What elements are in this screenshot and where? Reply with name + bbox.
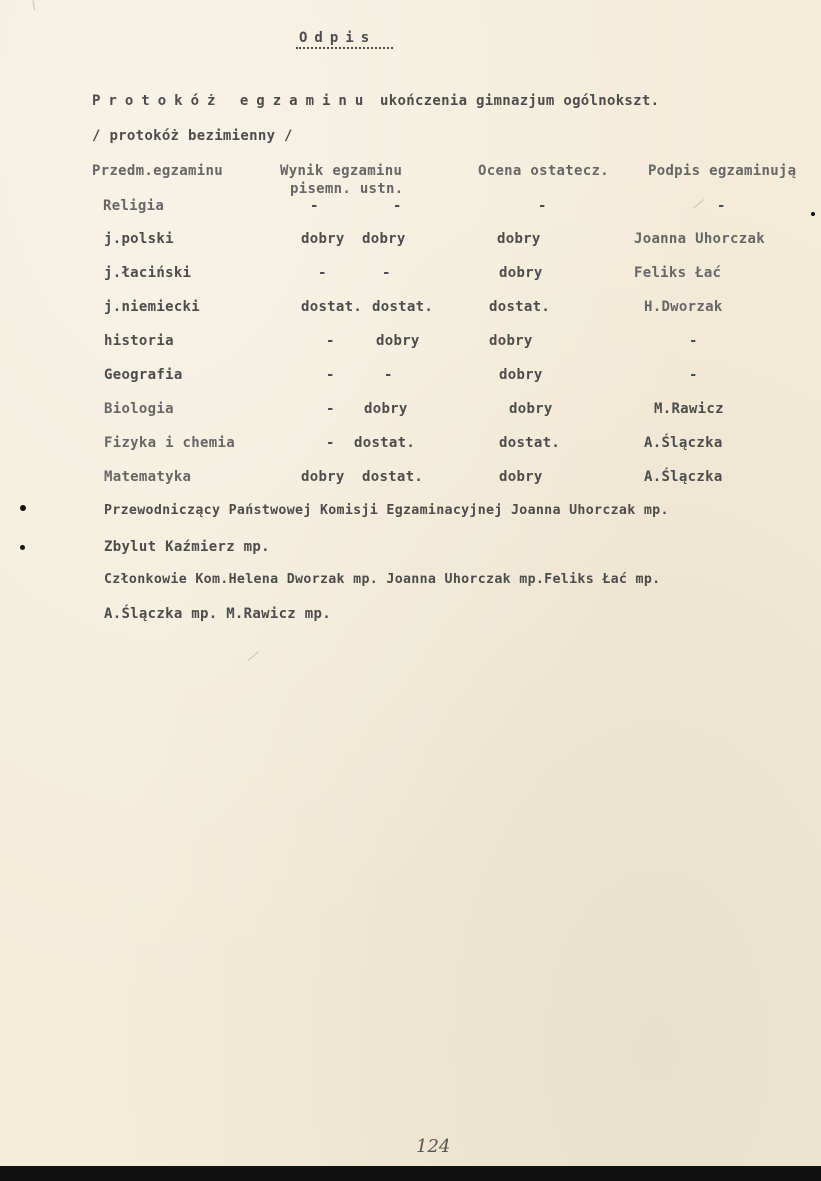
column-header-result-sub: pisemn. ustn. bbox=[290, 181, 404, 197]
paper-scratch bbox=[693, 199, 704, 209]
paper-scratch bbox=[248, 651, 259, 661]
row-oral: dobry bbox=[364, 401, 408, 417]
row-oral: dobry bbox=[376, 333, 420, 349]
ink-speck bbox=[811, 212, 815, 216]
heading-underline bbox=[296, 47, 393, 49]
row-written: dobry bbox=[301, 469, 345, 485]
row-oral: - bbox=[384, 367, 393, 383]
row-oral: dobry bbox=[362, 231, 406, 247]
row-examiner: - bbox=[689, 333, 698, 349]
document-title bbox=[92, 93, 659, 109]
paper-scratch bbox=[33, 0, 36, 10]
row-oral: dostat. bbox=[354, 435, 416, 451]
row-written: - bbox=[326, 367, 335, 383]
row-oral: dostat. bbox=[372, 299, 434, 315]
title-spaced: Protokóż egzaminu bbox=[92, 93, 372, 109]
row-written: - bbox=[326, 401, 335, 417]
row-examiner: M.Rawicz bbox=[654, 401, 724, 417]
members-line: Członkowie Kom.Helena Dworzak mp. Joanna Uhorczak mp.Feliks Łać mp. bbox=[104, 572, 661, 587]
row-oral: dostat. bbox=[362, 469, 424, 485]
row-oral: - bbox=[382, 265, 391, 281]
document-heading: Odpis bbox=[299, 30, 377, 46]
row-subject: j.polski bbox=[104, 231, 174, 247]
row-examiner: A.Ślączka bbox=[644, 469, 723, 485]
row-final: dobry bbox=[489, 333, 533, 349]
chairman-line-2: Zbylut Kaźmierz mp. bbox=[104, 539, 270, 555]
chairman-line: Przewodniczący Państwowej Komisji Egzaminacyjnej Joanna Uhorczak mp. bbox=[104, 503, 669, 518]
row-final: - bbox=[538, 198, 547, 214]
document-subtitle: / protokóż bezimienny / bbox=[92, 128, 293, 144]
column-header-signature: Podpis egzaminują bbox=[648, 163, 797, 179]
row-written: - bbox=[326, 333, 335, 349]
row-examiner: A.Ślączka bbox=[644, 435, 723, 451]
page-number: 124 bbox=[416, 1136, 451, 1157]
row-subject: j.łaciński bbox=[104, 265, 192, 281]
row-subject: Geografia bbox=[104, 367, 183, 383]
title-rest: ukończenia gimnazjum ogólnokszt. bbox=[380, 93, 660, 109]
row-final: dobry bbox=[499, 265, 543, 281]
row-examiner: - bbox=[717, 198, 726, 214]
row-subject: Biologia bbox=[104, 401, 174, 417]
row-final: dobry bbox=[509, 401, 553, 417]
row-oral: - bbox=[393, 198, 402, 214]
column-header-final: Ocena ostatecz. bbox=[478, 163, 609, 179]
row-subject: Religia bbox=[103, 198, 165, 214]
members-line-2: A.Ślączka mp. M.Rawicz mp. bbox=[104, 606, 331, 622]
row-examiner: H.Dworzak bbox=[644, 299, 723, 315]
row-written: dobry bbox=[301, 231, 345, 247]
column-header-result: Wynik egzaminu bbox=[280, 163, 403, 179]
column-header-subject: Przedm.egzaminu bbox=[92, 163, 223, 179]
row-examiner: Joanna Uhorczak bbox=[634, 231, 765, 247]
row-subject: Matematyka bbox=[104, 469, 192, 485]
row-subject: Fizyka i chemia bbox=[104, 435, 235, 451]
row-written: - bbox=[310, 198, 319, 214]
row-written: - bbox=[326, 435, 335, 451]
row-final: dobry bbox=[499, 367, 543, 383]
row-subject: j.niemiecki bbox=[104, 299, 201, 315]
row-final: dobry bbox=[499, 469, 543, 485]
row-subject: historia bbox=[104, 333, 174, 349]
binding-hole-mark bbox=[20, 505, 26, 511]
row-written: dostat. bbox=[301, 299, 363, 315]
row-examiner: Feliks Łać bbox=[634, 265, 722, 281]
row-written: - bbox=[318, 265, 327, 281]
row-final: dostat. bbox=[499, 435, 561, 451]
row-final: dobry bbox=[497, 231, 541, 247]
row-examiner: - bbox=[689, 367, 698, 383]
binding-hole-mark bbox=[20, 545, 25, 550]
row-final: dostat. bbox=[489, 299, 551, 315]
